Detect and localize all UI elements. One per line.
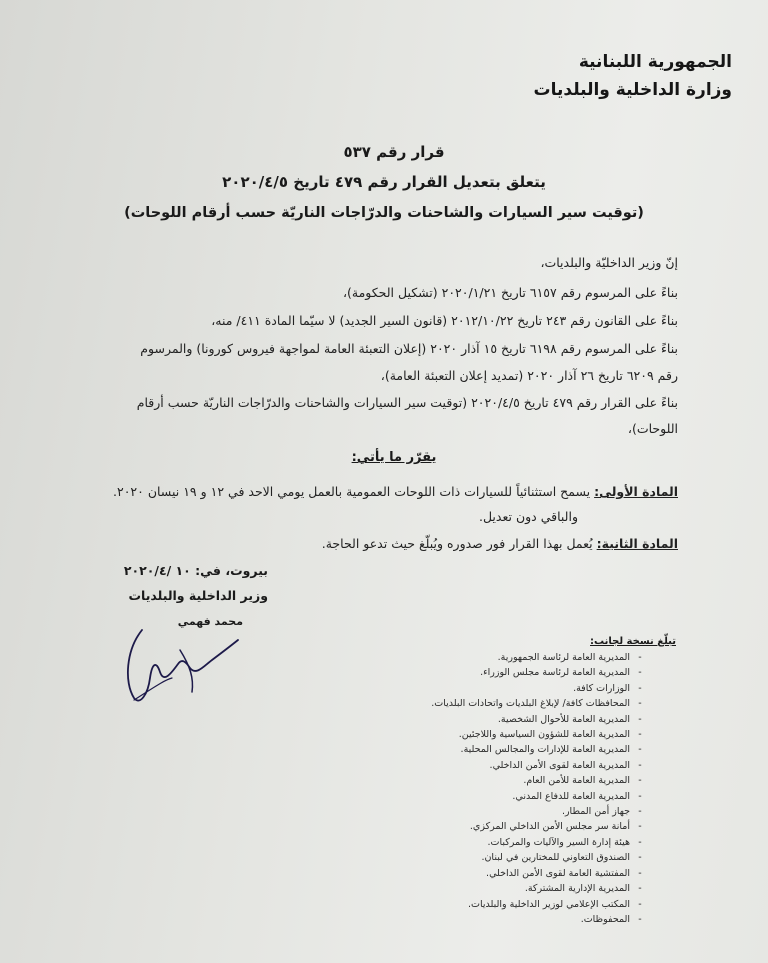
article-2-text: يُعمل بهذا القرار فور صدوره ويُبلّغ حيث تدعو الحاجة. <box>321 536 593 551</box>
cc-item: -هيئة إدارة السير والآليات والمركبات. <box>431 835 650 850</box>
cc-item: -المفتشية العامة لقوى الأمن الداخلي. <box>431 866 650 881</box>
signature-image <box>120 620 260 710</box>
cc-dash: - <box>638 806 642 818</box>
cc-item: -المديرية العامة لرئاسة الجمهورية. <box>431 650 650 665</box>
preamble-line-4b: اللوحات)، <box>627 421 678 436</box>
cc-dash: - <box>638 883 642 895</box>
cc-item: -المديرية العامة للشؤون السياسية واللاجئين. <box>431 727 650 742</box>
signoff-name: محمد فهمي <box>177 615 243 628</box>
signoff-title: وزير الداخلية والبلديات <box>128 588 268 603</box>
cc-item: -المديرية الإدارية المشتركة. <box>431 881 650 896</box>
cc-dash: - <box>638 744 642 756</box>
cc-item: -جهاز أمن المطار. <box>431 804 650 819</box>
preamble-line-3b: رقم ٦٢٠٩ تاريخ ٢٦ آذار ٢٠٢٠ (تمديد إعلان التعبئة العامة)، <box>380 368 678 383</box>
cc-dash: - <box>638 836 642 848</box>
cc-item: -المديرية العامة لرئاسة مجلس الوزراء. <box>431 665 650 680</box>
cc-dash: - <box>638 667 642 679</box>
article-1-rest: والباقي دون تعديل. <box>478 509 578 524</box>
preamble-line-3a: بناءً على المرسوم رقم ٦١٩٨ تاريخ ١٥ آذار ٢٠٢٠ (إعلان التعبئة العامة لمواجهة فيروس كورونا) والمرسوم <box>140 341 678 356</box>
cc-item: -المحافظات كافة/ لإبلاغ البلديات واتحادات البلديات. <box>431 696 650 711</box>
republic-heading: الجمهورية اللبنانية <box>578 52 732 72</box>
cc-dash: - <box>638 713 642 725</box>
article-1-text: يسمح استثنائياً للسيارات ذات اللوحات العمومية بالعمل يومي الاحد في ١٢ و ١٩ نيسان ٢٠٢٠. <box>113 484 591 499</box>
cc-item: -المحفوظات. <box>431 912 650 927</box>
cc-dash: - <box>638 698 642 710</box>
cc-item: -الوزارات كافة. <box>431 681 650 696</box>
decision-subject: يتعلق بتعديل القرار رقم ٤٧٩ تاريخ ٢٠٢٠/٤/٥ <box>222 173 546 191</box>
ministry-heading: وزارة الداخلية والبلديات <box>533 80 732 100</box>
preamble-intro: إنّ وزير الداخليّة والبلديات، <box>540 255 678 270</box>
signoff-place-date: بيروت، في: ١٠ /٢٠٢٠/٤ <box>123 563 268 578</box>
preamble-line-1: بناءً على المرسوم رقم ٦١٥٧ تاريخ ٢٠٢٠/١/٢١ (تشكيل الحكومة)، <box>343 285 678 300</box>
cc-item: -المديرية العامة للأحوال الشخصية. <box>431 712 650 727</box>
cc-dash: - <box>638 898 642 910</box>
article-2-label: المادة الثانية: <box>596 536 678 551</box>
article-2 <box>322 536 678 551</box>
cc-item: -المديرية العامة للإدارات والمجالس المحلية. <box>431 742 650 757</box>
cc-dash: - <box>638 729 642 741</box>
cc-dash: - <box>638 652 642 663</box>
cc-heading: تبلّغ نسخة لجانب: <box>590 636 676 647</box>
cc-list <box>431 650 650 927</box>
article-1 <box>113 484 678 499</box>
article-1-label: المادة الأولى: <box>594 484 678 499</box>
decision-number: قرار رقم ٥٣٧ <box>343 143 445 161</box>
cc-item: -أمانة سر مجلس الأمن الداخلي المركزي. <box>431 819 650 834</box>
cc-item: -المكتب الإعلامي لوزير الداخلية والبلديات. <box>431 897 650 912</box>
cc-item: -المديرية العامة للأمن العام. <box>431 773 650 788</box>
preamble-line-4a: بناءً على القرار رقم ٤٧٩ تاريخ ٢٠٢٠/٤/٥ (توقيت سير السيارات والشاحنات والدرّاجات الناريّة حسب أرقام <box>136 395 678 410</box>
decision-subtitle: (توقيت سير السيارات والشاحنات والدرّاجات الناريّة حسب أرقام اللوحات) <box>124 205 644 221</box>
cc-dash: - <box>638 913 642 925</box>
cc-dash: - <box>638 775 642 787</box>
cc-item: -المديرية العامة لقوى الأمن الداخلي. <box>431 758 650 773</box>
cc-dash: - <box>638 867 642 879</box>
cc-dash: - <box>638 790 642 802</box>
cc-dash: - <box>638 821 642 833</box>
cc-dash: - <box>638 852 642 864</box>
preamble-line-2: بناءً على القانون رقم ٢٤٣ تاريخ ٢٠١٢/١٠/٢٢ (قانون السير الجديد) لا سيّما المادة ٤١١/ منه، <box>211 313 678 328</box>
cc-item: -المديرية العامة للدفاع المدني. <box>431 789 650 804</box>
cc-dash: - <box>638 759 642 771</box>
cc-dash: - <box>638 682 642 694</box>
decides-heading: يقرّر ما يأتي: <box>351 450 437 465</box>
cc-item: -الصندوق التعاوني للمختارين في لبنان. <box>431 850 650 865</box>
